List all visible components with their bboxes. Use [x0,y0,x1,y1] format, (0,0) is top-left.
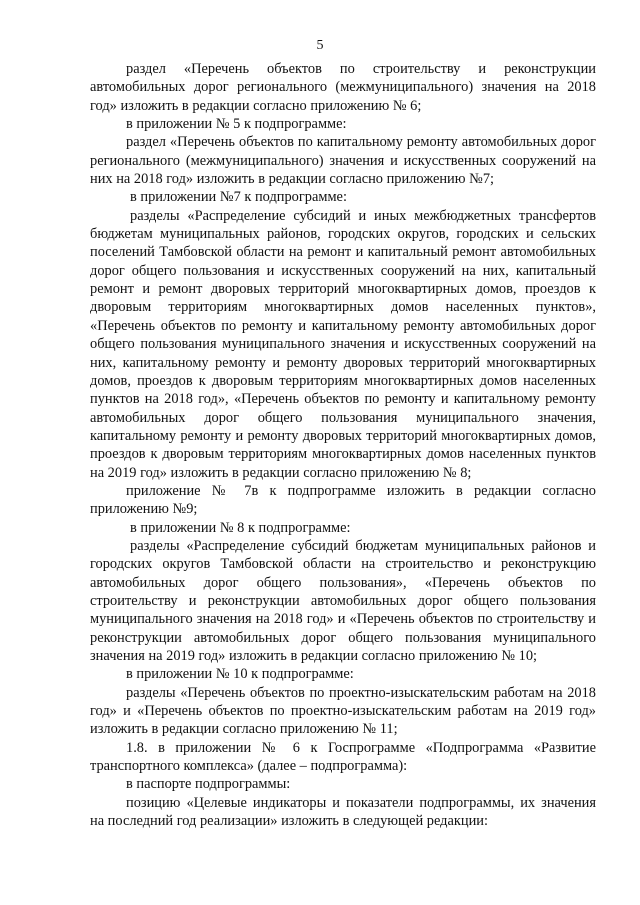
paragraph: в паспорте подпрограммы: [126,776,291,793]
paragraph: раздел «Перечень объектов по капитальному ремонту автомобильных дорог регионального (межмуниципального) значения и искусственных сооружений на них на 2018 год» изложить в редакции согласно приложению №7; [90,134,596,188]
page-number: 5 [316,38,324,53]
paragraph: приложение № 7в к подпрограмме изложить в редакции согласно приложению №9; [90,482,596,518]
paragraph: позицию «Целевые индикаторы и показатели подпрограммы, их значения на последний год реализации» изложить в следующей редакции: [90,794,596,830]
paragraph: раздел «Перечень объектов по строительству и реконструкции автомобильных дорог регионального (межмуниципального) значения на 2018 год» изложить в редакции согласно приложению № 6; [90,61,596,114]
paragraph: разделы «Перечень объектов по проектно-изыскательским работам на 2018 год» и «Перечень объектов по проектно-изыскательским работам на 2019 год» изложить в редакции согласно приложению № 11; [90,684,596,738]
document-body [90,60,596,830]
paragraph: разделы «Распределение субсидий и иных межбюджетных трансфертов бюджетам муниципальных районов, городских округов, городских и сельских поселений Тамбовской области на ремонт и капитальный ремонт автомобильных дорог общего пользования и искусственных сооружений на них, капитальный ремонт и ремонт дворовых территорий многоквартирных домов, проездов к дворовым территориям многоквартирных домов населенных пунктов», «Перечень объектов по ремонту и капитальному ремонту автомобильных дорог общего пользования муниципального значения и искусственных сооружений на них, капитальному ремонту и ремонту дворовых территорий многоквартирных домов, проездов к дворовым территориям многоквартирных домов населенных пунктов на 2018 год», «Перечень объектов по ремонту и капитальному ремонту автомобильных дорог общего пользования муниципального значения, капитальному ремонту и ремонту дворовых территорий многоквартирных домов, проездов к дворовым территориям многоквартирных домов населенных пунктов на 2019 год» изложить в редакции согласно приложению № 8; [90,207,596,481]
paragraph: в приложении № 8 к подпрограмме: [130,519,351,536]
paragraph: в приложении № 10 к подпрограмме: [126,666,354,683]
paragraph: в приложении №7 к подпрограмме: [130,189,347,206]
paragraph: 1.8. в приложении № 6 к Госпрограмме «Подпрограмма «Развитие транспортного комплекса» (далее – подпрограмма): [90,739,596,775]
paragraph: в приложении № 5 к подпрограмме: [126,116,347,133]
paragraph: разделы «Распределение субсидий бюджетам муниципальных районов и городских округов Тамбовской области на строительство и реконструкцию автомобильных дорог общего пользования», «Перечень объектов по строительству и реконструкции автомобильных дорог общего пользования муниципального значения на 2018 год» и «Перечень объектов по строительству и реконструкции автомобильных дорог общего пользования муниципального значения на 2019 год» изложить в редакции согласно приложению № 10; [90,537,596,664]
